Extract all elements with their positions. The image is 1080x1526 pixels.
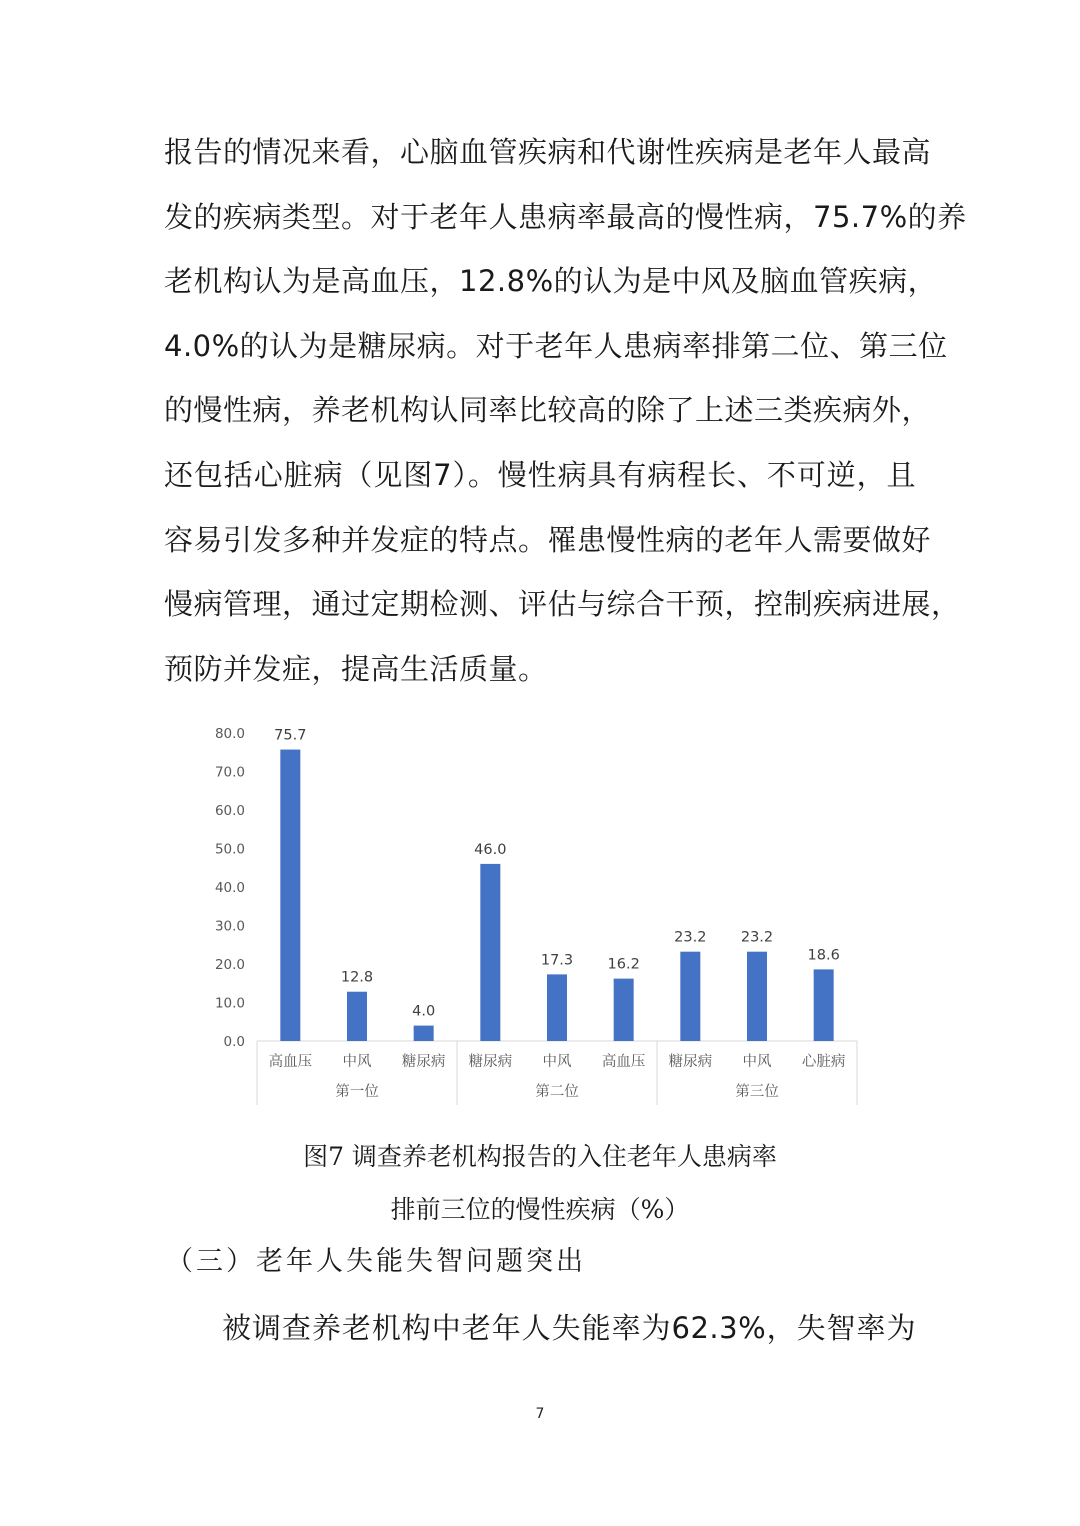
body-paragraph: [164, 120, 967, 701]
data-label: 4.0: [412, 1003, 436, 1020]
x-category-label: 糖尿病: [668, 1054, 713, 1070]
figure-caption-line-2: 排前三位的慢性疾病（%）: [390, 1195, 690, 1224]
y-tick-label: 30.0: [214, 918, 245, 935]
data-label: 16.2: [607, 956, 640, 973]
section-heading: （三）老年人失能失智问题突出: [166, 1246, 586, 1277]
data-label: 12.8: [340, 969, 374, 986]
paragraph-line: 预防并发症，提高生活质量。: [164, 651, 548, 686]
y-tick-label: 50.0: [214, 841, 245, 858]
body-text-line: 被调查养老机构中老年人失能率为62.3%，失智率为: [222, 1311, 916, 1345]
paragraph-line: 的慢性病，养老机构认同率比较高的除了上述三类疾病外，: [164, 393, 932, 428]
x-category-label: 糖尿病: [401, 1054, 446, 1070]
x-group-label: 第二位: [535, 1084, 579, 1100]
bar: [347, 992, 367, 1041]
bar: [280, 750, 300, 1041]
paragraph-line: 还包括心脏病（见图7）。慢性病具有病程长、不可逆，且: [164, 457, 916, 492]
paragraph-line: 老机构认为是高血压，12.8%的认为是中风及脑血管疾病，: [164, 264, 938, 299]
data-label: 18.6: [807, 947, 840, 964]
x-group-label: 第一位: [335, 1084, 379, 1100]
page-number: 7: [535, 1406, 545, 1422]
bar: [680, 952, 700, 1041]
paragraph-line: 发的疾病类型。对于老年人患病率最高的慢性病，75.7%的养: [164, 199, 967, 234]
bar: [814, 969, 834, 1041]
y-tick-label: 80.0: [214, 726, 245, 742]
y-tick-label: 20.0: [214, 957, 245, 973]
x-group-label: 第三位: [735, 1084, 779, 1100]
bar-chart: [200, 712, 880, 1112]
bar: [480, 864, 500, 1041]
bar: [614, 979, 634, 1041]
paragraph-line: 4.0%的认为是糖尿病。对于老年人患病率排第二位、第三位: [164, 328, 948, 363]
y-tick-label: 10.0: [214, 995, 245, 1012]
x-category-label: 高血压: [601, 1054, 646, 1070]
data-label: 46.0: [474, 841, 507, 858]
data-label: 23.2: [740, 929, 774, 946]
data-label: 17.3: [540, 952, 574, 969]
x-category-label: 中风: [342, 1054, 372, 1070]
bar: [547, 974, 567, 1041]
x-category-label: 中风: [542, 1054, 572, 1070]
x-category-label: 高血压: [268, 1054, 313, 1070]
paragraph-line: 容易引发多种并发症的特点。罹患慢性病的老年人需要做好: [164, 522, 932, 557]
bar: [414, 1026, 434, 1041]
paragraph-line: 慢病管理，通过定期检测、评估与综合干预，控制疾病进展，: [164, 587, 961, 622]
figure-caption-line-1: 图7 调查养老机构报告的入住老年人患病率: [303, 1142, 777, 1171]
paragraph-line: 报告的情况来看，心脑血管疾病和代谢性疾病是老年人最高: [164, 135, 932, 169]
x-category-label: 糖尿病: [468, 1054, 513, 1070]
y-tick-label: 70.0: [214, 764, 245, 781]
data-label: 75.7: [274, 727, 307, 744]
data-label: 23.2: [674, 929, 707, 946]
x-category-label: 中风: [742, 1054, 772, 1070]
y-tick-label: 0.0: [223, 1034, 245, 1050]
y-tick-label: 40.0: [214, 880, 245, 896]
x-category-label: 心脏病: [801, 1054, 846, 1070]
bar: [747, 952, 767, 1041]
y-tick-label: 60.0: [214, 803, 245, 819]
